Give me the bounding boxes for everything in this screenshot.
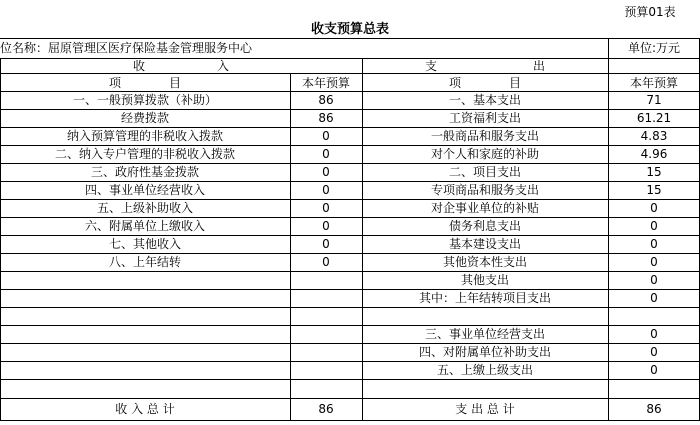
expense-row-value: 0 bbox=[650, 255, 658, 269]
expense-row-value: 15 bbox=[646, 183, 662, 197]
expense-row-value: 4.83 bbox=[640, 129, 668, 143]
income-row-label: 纳入预算管理的非税收入拨款 bbox=[66, 129, 223, 143]
border-line bbox=[290, 73, 291, 420]
expense-row-label: 一般商品和服务支出 bbox=[430, 129, 539, 143]
income-total-label: 收 入 总 计 bbox=[115, 402, 175, 416]
border-line bbox=[362, 58, 363, 420]
income-budget-header: 本年预算 bbox=[301, 75, 350, 90]
income-row-value: 86 bbox=[318, 93, 334, 107]
expense-row-label: 工资福利支出 bbox=[448, 111, 521, 125]
income-row-value: 0 bbox=[322, 165, 330, 179]
expense-row-label: 基本建设支出 bbox=[448, 237, 521, 251]
expense-row-value: 4.96 bbox=[640, 147, 668, 161]
expense-row-label: 三、事业单位经营支出 bbox=[424, 327, 545, 341]
income-row-label: 五、上级补助收入 bbox=[96, 201, 193, 215]
income-row-label: 六、附属单位上缴收入 bbox=[84, 219, 205, 233]
expense-row-value: 0 bbox=[650, 345, 658, 359]
expense-row-value: 71 bbox=[646, 93, 662, 107]
row-separator bbox=[0, 379, 700, 380]
unit-label: 单位:万元 bbox=[627, 41, 681, 55]
expense-row-label: 对个人和家庭的补助 bbox=[430, 147, 539, 161]
expense-row-label: 二、项目支出 bbox=[448, 165, 521, 179]
border-line bbox=[608, 38, 609, 420]
income-row-label: 一、一般预算拨款（补助） bbox=[72, 93, 217, 107]
expense-total-value: 86 bbox=[646, 402, 662, 416]
expense-row-value: 0 bbox=[650, 201, 658, 215]
income-row-label: 三、政府性基金拨款 bbox=[90, 165, 199, 179]
income-item-header: 项 目 bbox=[108, 75, 181, 90]
expense-row-label: 专项商品和服务支出 bbox=[430, 183, 539, 197]
income-row-label: 经费拨款 bbox=[120, 111, 169, 125]
expense-row-value: 0 bbox=[650, 327, 658, 341]
border-line bbox=[0, 58, 1, 420]
income-header: 收 入 bbox=[132, 58, 229, 73]
expense-row-label: 五、上缴上级支出 bbox=[436, 363, 533, 377]
income-row-value: 0 bbox=[322, 129, 330, 143]
expense-row-value: 0 bbox=[650, 273, 658, 287]
expense-row-value: 0 bbox=[650, 291, 658, 305]
expense-row-label: 对企事业单位的补贴 bbox=[430, 201, 539, 215]
expense-row-label bbox=[362, 307, 608, 325]
income-total-value: 86 bbox=[318, 402, 334, 416]
expense-row-value bbox=[608, 307, 700, 325]
expense-row-value: 0 bbox=[650, 237, 658, 251]
expense-row-label: 其他资本性支出 bbox=[442, 255, 527, 269]
expense-row-value: 0 bbox=[650, 219, 658, 233]
expense-total-label: 支 出 总 计 bbox=[455, 402, 515, 416]
expense-budget-header: 本年预算 bbox=[629, 75, 678, 90]
income-row-value: 0 bbox=[322, 183, 330, 197]
page-title: 收支预算总表 bbox=[310, 21, 389, 37]
income-row-label: 七、其他收入 bbox=[108, 237, 181, 251]
unit-name: 位名称：屈原管理区医疗保险基金管理服务中心 bbox=[0, 41, 253, 55]
border-line bbox=[0, 91, 700, 92]
income-row-value: 0 bbox=[322, 237, 330, 251]
form-code: 预算01表 bbox=[624, 4, 676, 19]
expense-row-label: 一、基本支出 bbox=[448, 93, 521, 107]
expense-row-label: 债务利息支出 bbox=[448, 219, 521, 233]
income-row-value: 0 bbox=[322, 147, 330, 161]
income-row-label: 二、纳入专户管理的非税收入拨款 bbox=[54, 147, 235, 161]
border-line bbox=[0, 73, 700, 74]
income-row-value: 0 bbox=[322, 255, 330, 269]
border-line bbox=[0, 58, 700, 59]
expense-row-value: 0 bbox=[650, 363, 658, 377]
expense-header: 支 出 bbox=[424, 58, 545, 73]
border-line bbox=[0, 38, 700, 39]
expense-row-label: 其他支出 bbox=[460, 273, 509, 287]
border-line bbox=[0, 398, 700, 399]
expense-row-value: 15 bbox=[646, 165, 662, 179]
income-row-label: 八、上年结转 bbox=[108, 255, 181, 269]
expense-item-header: 项 目 bbox=[448, 75, 521, 90]
expense-row-label: 其中：上年结转项目支出 bbox=[418, 291, 551, 305]
income-row-label: 四、事业单位经营收入 bbox=[84, 183, 205, 197]
expense-row-value: 61.21 bbox=[636, 111, 672, 125]
income-row-value: 0 bbox=[322, 219, 330, 233]
expense-row-label: 四、对附属单位补助支出 bbox=[418, 345, 551, 359]
income-row-value: 0 bbox=[322, 201, 330, 215]
income-row-value: 86 bbox=[318, 111, 334, 125]
border-line bbox=[0, 420, 700, 421]
